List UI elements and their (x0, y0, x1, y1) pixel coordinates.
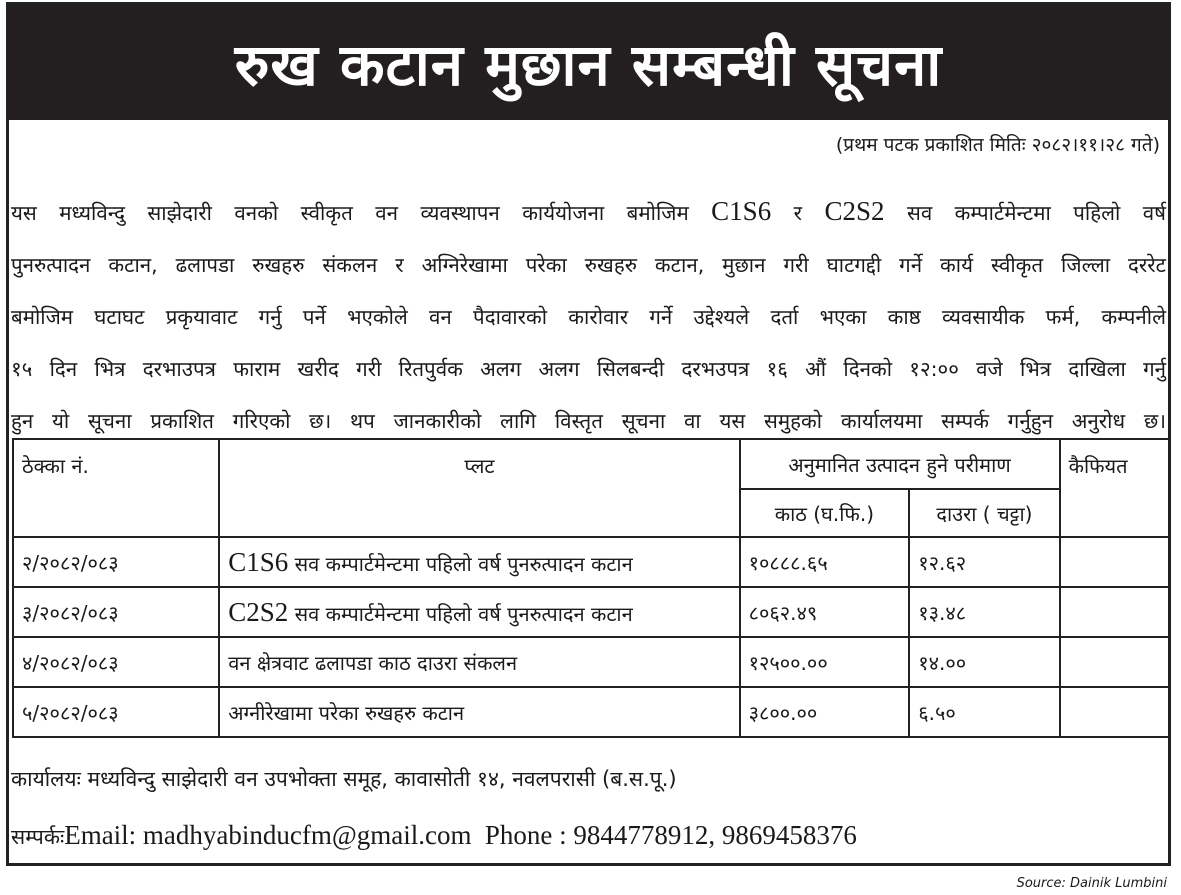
header-firewood: दाउरा ( चट्टा) (909, 489, 1059, 537)
paragraph-line-1 (11, 185, 1166, 239)
cell-remarks (1060, 587, 1169, 637)
publication-date: (प्रथम पटक प्रकाशित मितिः २०८२।११।२८ गते) (835, 134, 1160, 156)
cell-remarks (1060, 687, 1169, 737)
compartment-code: C1S6 (711, 196, 772, 226)
table-header-row (13, 439, 1169, 489)
notice-panel (6, 2, 1171, 866)
plot-description: अग्नीरेखामा परेका रुखहरु कटान (228, 700, 465, 725)
plot-description: सव कम्पार्टमेन्टमा पहिलो वर्ष पुनरुत्पादन कटान (288, 551, 633, 576)
cell-firewood: १२.६२ (909, 537, 1059, 587)
plot-description: वन क्षेत्रवाट ढलापडा काठ दाउरा संकलन (228, 650, 518, 675)
paragraph-line-5: हुन यो सूचना प्रकाशित गरिएको छ। थप जानकारीको लागि विस्तृत सूचना वा यस समुहको कार्यालयमा सम्पर्क गर्नुहुन अनुरोध छ। (11, 409, 1166, 433)
plot-code: C1S6 (228, 546, 289, 577)
paragraph-text: र (771, 201, 825, 225)
notice-paragraph (11, 185, 1166, 447)
table-row (13, 537, 1169, 587)
cell-plot (219, 587, 739, 637)
header-timber: काठ (घ.फि.) (740, 489, 910, 537)
cell-plot (219, 537, 739, 587)
title-banner (9, 5, 1168, 120)
cell-contract-no: ५/२०८२/०८३ (13, 687, 219, 737)
header-estimated-production: अनुमानित उत्पादन हुने परीमाण (740, 439, 1060, 489)
cell-firewood: १४.०० (909, 637, 1059, 687)
notice-title: रुख कटान मुछान सम्बन्धी सूचना (234, 31, 943, 99)
cell-firewood: ६.५० (909, 687, 1059, 737)
plot-code: C2S2 (228, 596, 289, 627)
cell-remarks (1060, 637, 1169, 687)
cell-contract-no: ३/२०८२/०८३ (13, 587, 219, 637)
cell-plot (219, 687, 739, 737)
cell-contract-no: ४/२०८२/०८३ (13, 637, 219, 687)
compartment-code: C2S2 (824, 196, 885, 226)
source-credit: Source: Dainik Lumbini (1016, 876, 1167, 891)
header-contract-no: ठेक्का नं. (13, 439, 219, 537)
table-row (13, 687, 1169, 737)
contact-email: Email: madhyabinducfm@gmail.com (64, 820, 472, 850)
header-remarks: कैफियत (1060, 439, 1169, 537)
paragraph-line-3: बमोजिम घटाघट प्रकृयावाट गर्नु पर्ने भएकोले वन पैदावारको कारोवार गर्ने उद्देश्यले दर्ता भएका काष्ठ व्यवसायीक फर्म, कम्पनीले (11, 305, 1166, 329)
paragraph-line-4: १५ दिन भित्र दरभाउपत्र फाराम खरीद गरी रितपुर्वक अलग अलग सिलबन्दी दरभउपत्र १६ औं दिनको १२:०० वजे भित्र दाखिला गर्नु (11, 357, 1166, 381)
paragraph-text: यस मध्यविन्दु साझेदारी वनको स्वीकृत वन व्यवस्थापन कार्ययोजना बमोजिम (11, 201, 712, 225)
table-row (13, 587, 1169, 637)
cell-firewood: १३.४८ (909, 587, 1059, 637)
paragraph-line-2: पुनरुत्पादन कटान, ढलापडा रुखहरु संकलन र अग्निरेखामा परेका रुखहरु कटान, मुछान गरी घाटगद्दी गर्ने कार्य स्वीकृत जिल्ला दररेट (11, 253, 1166, 277)
plot-description: सव कम्पार्टमेन्टमा पहिलो वर्ष पुनरुत्पादन कटान (288, 601, 633, 626)
contract-table (12, 438, 1170, 738)
cell-contract-no: २/२०८२/०८३ (13, 537, 219, 587)
office-address: कार्यालयः मध्यविन्दु साझेदारी वन उपभोक्ता समूह, कावासोती १४, नवलपरासी (ब.स.पू.) (11, 767, 677, 791)
paragraph-text: सव कम्पार्टमेन्टमा पहिलो वर्ष (884, 201, 1167, 225)
contact-line (11, 820, 857, 851)
cell-remarks (1060, 537, 1169, 587)
cell-plot (219, 637, 739, 687)
contact-phone: Phone : 9844778912, 9869458376 (484, 820, 857, 850)
cell-timber: ३८००.०० (740, 687, 910, 737)
cell-timber: १२५००.०० (740, 637, 910, 687)
cell-timber: १०८८८.६५ (740, 537, 910, 587)
table-row (13, 637, 1169, 687)
cell-timber: ८०६२.४९ (740, 587, 910, 637)
header-plot: प्लट (219, 439, 739, 537)
contact-label: सम्पर्कः (11, 825, 65, 849)
